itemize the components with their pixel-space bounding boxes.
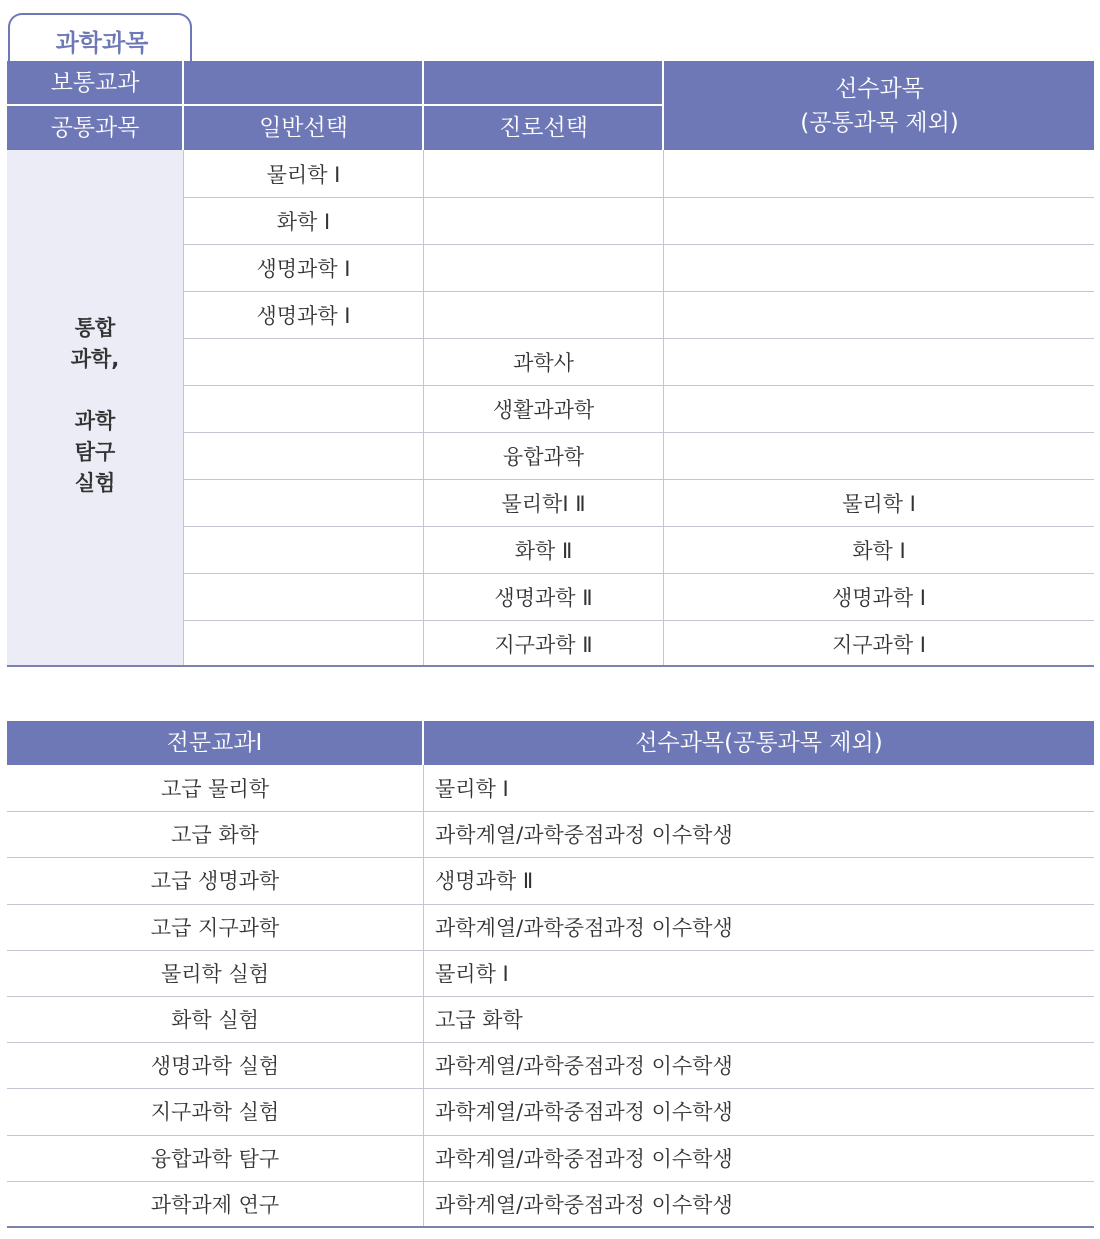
general-elective-cell bbox=[184, 338, 423, 385]
header-general-elective: 일반선택 bbox=[184, 106, 423, 150]
row-divider bbox=[184, 197, 1094, 198]
prerequisite-cell bbox=[664, 150, 1094, 197]
section-tab-title: 과학과목 bbox=[55, 29, 149, 57]
row-divider bbox=[184, 385, 1094, 386]
prerequisite-cell: 과학계열/과학중점과정 이수학생 bbox=[435, 916, 733, 940]
career-elective-cell: 물리학I Ⅱ bbox=[501, 491, 586, 516]
column-divider bbox=[663, 150, 664, 666]
common-subject-line: 탐구 bbox=[74, 440, 116, 464]
header-general-subject-group: 보통교과 bbox=[7, 61, 183, 105]
row-divider bbox=[7, 857, 1094, 858]
career-elective-cell bbox=[424, 150, 663, 197]
general-elective-cell bbox=[184, 573, 423, 620]
header-common-subject: 공통과목 bbox=[7, 106, 183, 150]
prerequisite-cell bbox=[664, 291, 1094, 338]
column-divider bbox=[423, 150, 424, 666]
row-divider bbox=[184, 291, 1094, 292]
career-elective-cell: 화학 Ⅱ bbox=[514, 538, 573, 563]
general-elective-cell: 생명과학 I bbox=[256, 256, 351, 281]
header-career-elective: 진로선택 bbox=[424, 106, 663, 150]
prerequisite-cell bbox=[664, 338, 1094, 385]
row-divider bbox=[7, 811, 1094, 812]
common-subject-line: 과학 bbox=[74, 409, 116, 433]
specialized-subject-cell: 고급 지구과학 bbox=[150, 916, 280, 940]
prerequisite-cell bbox=[664, 244, 1094, 291]
career-elective-cell: 생명과학 Ⅱ bbox=[494, 585, 593, 610]
column-divider bbox=[183, 150, 184, 666]
section-tab bbox=[8, 13, 192, 61]
prerequisite-cell: 과학계열/과학중점과정 이수학생 bbox=[435, 1054, 733, 1078]
prerequisite-cell: 지구과학 I bbox=[831, 632, 926, 657]
career-elective-cell bbox=[424, 197, 663, 244]
specialized-subject-cell: 지구과학 실험 bbox=[150, 1100, 280, 1124]
header-prerequisite-2: 선수과목(공통과목 제외) bbox=[424, 721, 1094, 765]
prerequisite-cell: 과학계열/과학중점과정 이수학생 bbox=[435, 823, 733, 847]
specialized-subject-cell: 화학 실험 bbox=[171, 1008, 259, 1032]
row-divider bbox=[184, 244, 1094, 245]
specialized-subject-cell: 과학과제 연구 bbox=[150, 1193, 280, 1217]
prerequisite-cell: 고급 화학 bbox=[435, 1008, 523, 1032]
column-divider bbox=[423, 765, 424, 1227]
prerequisite-cell: 생명과학 I bbox=[831, 585, 926, 610]
specialized-subject-cell: 고급 물리학 bbox=[160, 777, 270, 801]
row-divider bbox=[184, 479, 1094, 480]
career-elective-cell bbox=[424, 291, 663, 338]
prerequisite-cell: 화학 I bbox=[852, 538, 906, 563]
career-elective-cell: 지구과학 Ⅱ bbox=[494, 632, 593, 657]
prerequisite-cell: 과학계열/과학중점과정 이수학생 bbox=[435, 1193, 733, 1217]
specialized-subject-cell: 생명과학 실험 bbox=[150, 1054, 280, 1078]
header-prerequisite bbox=[665, 61, 1094, 150]
general-elective-cell bbox=[184, 432, 423, 479]
row-divider bbox=[7, 1088, 1094, 1089]
header-divider bbox=[7, 104, 663, 106]
prerequisite-cell: 생명과학 Ⅱ bbox=[435, 869, 534, 893]
header-prerequisite-line2: (공통과목 제외) bbox=[800, 109, 959, 136]
row-divider bbox=[7, 904, 1094, 905]
table2-bottom-border bbox=[7, 1226, 1094, 1228]
row-divider bbox=[184, 338, 1094, 339]
row-divider bbox=[184, 620, 1094, 621]
prerequisite-cell bbox=[664, 197, 1094, 244]
table1-bottom-border bbox=[7, 665, 1094, 667]
row-divider bbox=[7, 950, 1094, 951]
prerequisite-cell: 물리학 I bbox=[435, 962, 509, 986]
common-subject-line: 실험 bbox=[74, 471, 116, 495]
row-divider bbox=[7, 1042, 1094, 1043]
general-elective-cell: 화학 I bbox=[276, 209, 331, 234]
specialized-subject-cell: 융합과학 탐구 bbox=[150, 1147, 280, 1171]
common-subject-text bbox=[7, 313, 183, 499]
general-elective-cell bbox=[184, 479, 423, 526]
row-divider bbox=[7, 1181, 1094, 1182]
row-divider bbox=[184, 573, 1094, 574]
general-elective-cell bbox=[184, 526, 423, 573]
specialized-subject-cell: 고급 화학 bbox=[171, 823, 259, 847]
row-divider bbox=[184, 432, 1094, 433]
common-subject-line: 통합 bbox=[74, 316, 116, 340]
career-elective-cell: 융합과학 bbox=[502, 444, 585, 469]
prerequisite-cell: 과학계열/과학중점과정 이수학생 bbox=[435, 1100, 733, 1124]
row-divider bbox=[184, 526, 1094, 527]
header-prerequisite-line1: 선수과목 bbox=[835, 75, 924, 102]
prerequisite-cell: 과학계열/과학중점과정 이수학생 bbox=[435, 1147, 733, 1171]
prerequisite-cell bbox=[664, 432, 1094, 479]
specialized-subject-cell: 물리학 실험 bbox=[160, 962, 270, 986]
career-elective-cell: 과학사 bbox=[513, 350, 574, 375]
row-divider bbox=[7, 1135, 1094, 1136]
header-specialized-subject: 전문교과I bbox=[7, 721, 422, 765]
prerequisite-cell: 물리학 I bbox=[842, 491, 916, 516]
row-divider bbox=[7, 996, 1094, 997]
general-elective-cell: 생명과학 I bbox=[256, 303, 351, 328]
prerequisite-cell bbox=[664, 385, 1094, 432]
prerequisite-cell: 물리학 I bbox=[435, 777, 509, 801]
general-elective-cell: 물리학 I bbox=[266, 162, 341, 187]
general-elective-cell bbox=[184, 620, 423, 667]
common-subject-line: 과학, bbox=[70, 347, 120, 371]
career-elective-cell bbox=[424, 244, 663, 291]
specialized-subject-cell: 고급 생명과학 bbox=[150, 869, 280, 893]
general-elective-cell bbox=[184, 385, 423, 432]
career-elective-cell: 생활과과학 bbox=[492, 397, 595, 422]
